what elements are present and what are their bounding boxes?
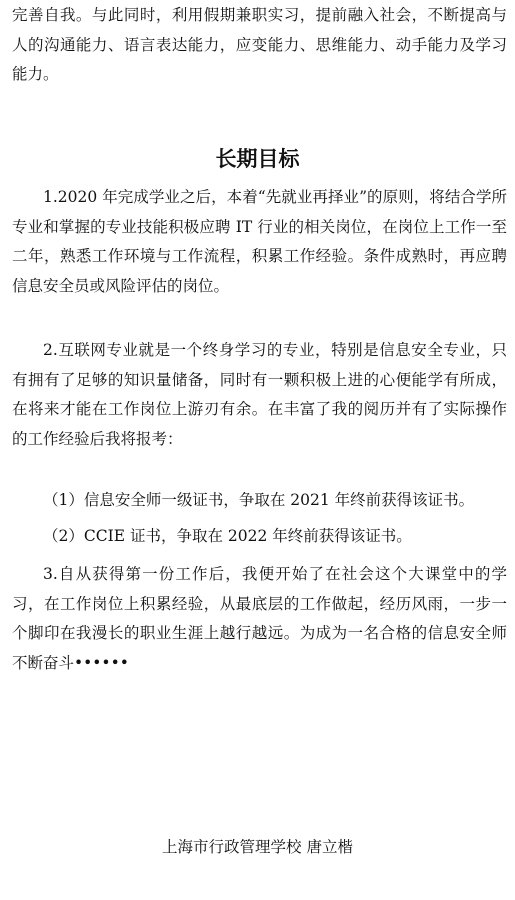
certificate-item-1: （1）信息安全师一级证书，争取在 2021 年终前获得该证书。 [43, 491, 475, 509]
goal-paragraph-1: 1.2020 年完成学业之后，本着“先就业再择业”的原则，将结合学所专业和掌握的专业技能积极应聘 IT 行业的相关岗位，在岗位上工作一至二年，熟悉工作环境与工作流程，积累工作经验。条件成熟时，再应聘信息安全员或风险评估的岗位。 [12, 188, 507, 295]
author-signature: 上海市行政管理学校 唐立楷 [162, 838, 353, 856]
intro-paragraph: 完善自我。与此同时，利用假期兼职实习，提前融入社会，不断提高与人的沟通能力、语言表达能力，应变能力、思维能力、动手能力及学习能力。 [12, 6, 507, 84]
certificate-item-2: （2）CCIE 证书，争取在 2022 年终前获得该证书。 [43, 527, 412, 545]
goal-paragraph-2: 2.互联网专业就是一个终身学习的专业，特别是信息安全专业，只有拥有了足够的知识量储备，同时有一颗积极上进的心便能学有所成，在将来才能在工作岗位上游刃有余。在丰富了我的阅历并有了实际操作的工作经验后我将报考： [12, 341, 507, 448]
section-title: 长期目标 [215, 147, 300, 171]
goal-paragraph-3: 3.自从获得第一份工作后，我便开始了在社会这个大课堂中的学习，在工作岗位上积累经验，从最底层的工作做起，经历风雨，一步一个脚印在我漫长的职业生涯上越行越远。为成为一名合格的信息安全师不断奋斗•••••• [12, 565, 507, 672]
